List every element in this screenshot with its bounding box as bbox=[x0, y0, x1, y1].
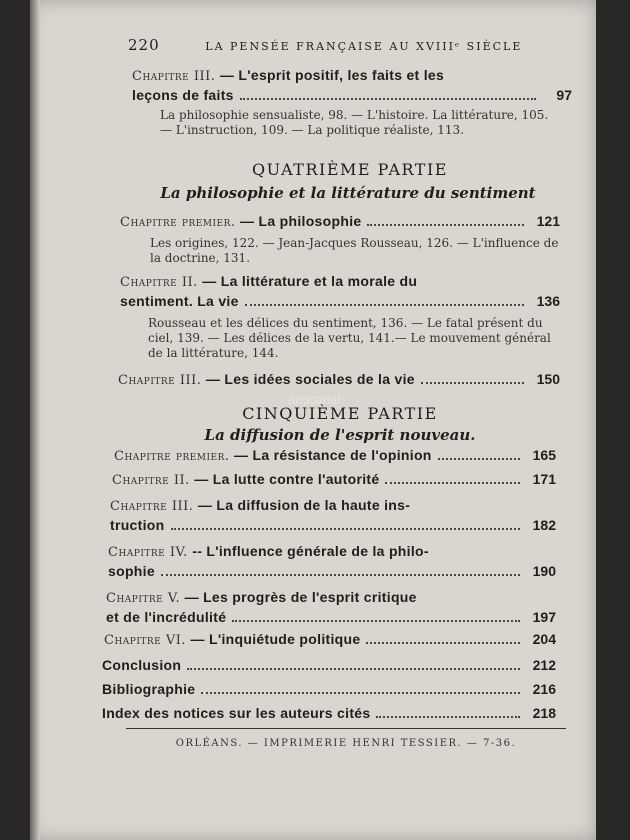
chapter-title: -- L'influence générale de la philo- bbox=[192, 543, 429, 559]
toc-entry-p5-ch1 bbox=[114, 446, 556, 466]
part-title: QUATRIÈME PARTIE bbox=[252, 160, 448, 179]
chapter-title: — Les progrès de l'esprit critique bbox=[184, 589, 417, 605]
page-number: 220 bbox=[128, 36, 160, 54]
chapter-title: — La philosophie bbox=[240, 213, 362, 229]
chapter-label: Chapitre II. bbox=[120, 275, 198, 290]
chapter-title: — Les idées sociales de la vie bbox=[205, 371, 415, 387]
chapter-title-cont: et de l'incrédulité bbox=[106, 609, 227, 625]
chapter-title-cont: leçons de faits bbox=[132, 87, 234, 103]
chapter-label: Chapitre II. bbox=[112, 473, 190, 488]
running-title: LA PENSÉE FRANÇAISE AU XVIIIᵉ SIÈCLE bbox=[205, 40, 523, 53]
chapter-title: — L'inquiétude politique bbox=[190, 631, 361, 647]
chapter-title-cont: sentiment. La vie bbox=[120, 293, 239, 309]
chapter-title: — La diffusion de la haute ins- bbox=[197, 497, 411, 513]
page-ref: 150 bbox=[536, 371, 560, 387]
page-ref: 216 bbox=[532, 681, 556, 697]
page-ref: 171 bbox=[532, 471, 556, 487]
chapter-label: Chapitre III. bbox=[118, 373, 202, 388]
toc-subentries: Rousseau et les délices du sentiment, 136. — Le fatal présent du ciel, 139. — Les délices de la vertu, 141.— Le mouvement général de la littérature, 144. bbox=[148, 316, 551, 360]
toc-entry-p5-ch5 bbox=[106, 588, 556, 626]
page-ref: 121 bbox=[536, 213, 560, 229]
end-title: Conclusion bbox=[102, 657, 182, 673]
page-ref: 218 bbox=[532, 705, 556, 721]
part-subtitle: La diffusion de l'esprit nouveau. bbox=[204, 426, 476, 444]
toc-entry-p4-ch2 bbox=[120, 272, 560, 310]
toc-subentries: La philosophie sensualiste, 98. — L'histoire. La littérature, 105. — L'instruction, 109. — La politique réaliste, 113. bbox=[160, 108, 549, 137]
imprint-rule bbox=[126, 728, 566, 729]
toc-entry-bibliography bbox=[102, 680, 556, 698]
page-ref: 212 bbox=[532, 657, 556, 673]
chapter-label: Chapitre IV. bbox=[108, 545, 188, 560]
toc-entry-p3-ch3 bbox=[132, 66, 572, 104]
toc-entry-p5-ch2 bbox=[112, 470, 556, 490]
page-ref: 190 bbox=[532, 563, 556, 579]
chapter-label: Chapitre premier. bbox=[114, 449, 230, 464]
running-head bbox=[128, 36, 568, 54]
chapter-title: — La littérature et la morale du bbox=[202, 273, 418, 289]
toc-entry-p5-ch4 bbox=[108, 542, 556, 580]
page-fold-shadow bbox=[30, 0, 40, 840]
part-subtitle: La philosophie et la littérature du sentiment bbox=[160, 184, 536, 202]
toc-entry-p4-ch3 bbox=[118, 370, 560, 390]
chapter-title-cont: sophie bbox=[108, 563, 155, 579]
page-ref: 136 bbox=[536, 293, 560, 309]
chapter-label: Chapitre VI. bbox=[104, 633, 187, 648]
page-ref: 165 bbox=[532, 447, 556, 463]
watermark: anticariat bbox=[288, 392, 341, 407]
end-title: Bibliographie bbox=[102, 681, 196, 697]
page-ref: 182 bbox=[532, 517, 556, 533]
end-title: Index des notices sur les auteurs cités bbox=[102, 705, 371, 721]
page-ref: 97 bbox=[556, 87, 572, 103]
chapter-label: Chapitre III. bbox=[132, 69, 216, 84]
toc-entry-p5-ch6 bbox=[104, 630, 556, 650]
chapter-title-cont: truction bbox=[110, 517, 165, 533]
book-page bbox=[30, 0, 596, 840]
chapter-title: — L'esprit positif, les faits et les bbox=[219, 67, 445, 83]
chapter-title: — La lutte contre l'autorité bbox=[194, 471, 380, 487]
toc-entry-p4-ch1 bbox=[120, 212, 560, 232]
toc-entry-conclusion bbox=[102, 656, 556, 674]
toc-subentries: Les origines, 122. — Jean-Jacques Rousseau, 126. — L'influence de la doctrine, 131. bbox=[150, 236, 559, 265]
chapter-label: Chapitre premier. bbox=[120, 215, 236, 230]
toc-entry-index bbox=[102, 704, 556, 722]
part-title: CINQUIÈME PARTIE bbox=[242, 404, 438, 423]
chapter-label: Chapitre V. bbox=[106, 591, 181, 606]
page-ref: 204 bbox=[532, 631, 556, 647]
imprint-line: ORLÉANS. — IMPRIMERIE HENRI TESSIER. — 7-36. bbox=[175, 738, 517, 749]
chapter-title: — La résistance de l'opinion bbox=[234, 447, 432, 463]
page-ref: 197 bbox=[532, 609, 556, 625]
chapter-label: Chapitre III. bbox=[110, 499, 194, 514]
toc-entry-p5-ch3 bbox=[110, 496, 556, 534]
